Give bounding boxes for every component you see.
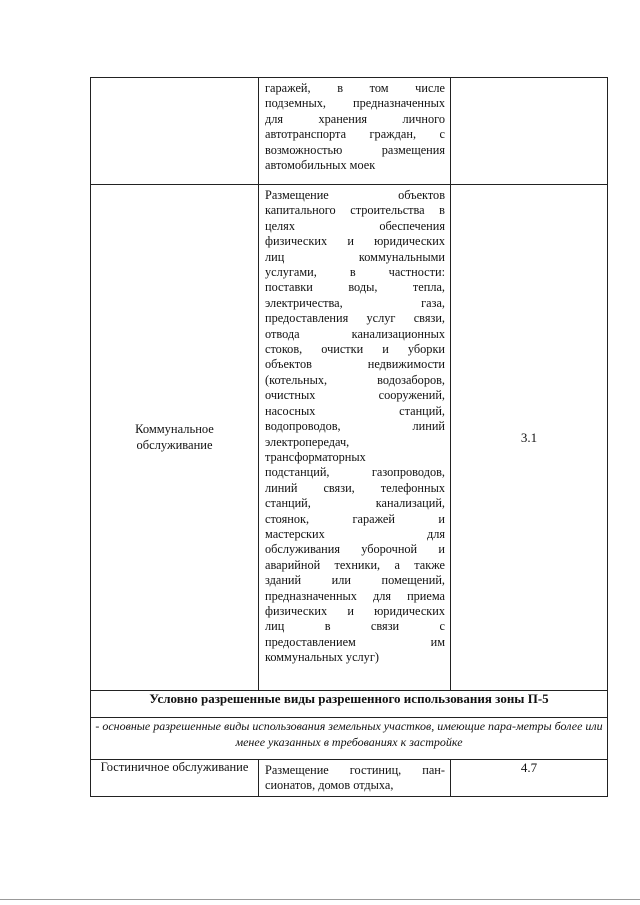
description-line: электричества, газа, [265,295,445,310]
description-line: обслуживания уборочной и [265,542,445,557]
description-line: коммунальных услуг) [265,650,379,665]
description-line: мастерских для [265,526,445,541]
description-line: для хранения личного [265,111,445,126]
section-header-row [91,691,608,718]
table-row-hotel-services [91,760,608,797]
description-line: Размещение гостиниц, пан- [265,763,445,777]
use-description-cell [259,78,451,185]
use-description-text [259,78,450,175]
description-line: лиц в связи с [265,619,445,634]
table-row-communal-services [91,185,608,691]
description-line: целях обеспечения [265,218,445,233]
description-line: отвода канализационных [265,326,445,341]
description-line: объектов недвижимости [265,357,445,372]
description-line: предназначенных для приема [265,588,445,603]
description-line: автотранспорта граждан, с [265,127,445,142]
description-line: физических и юридических [265,603,445,618]
table-row-garages-continuation [91,78,608,185]
land-use-table [90,77,608,797]
description-line: водопроводов, линий [265,419,445,434]
description-line: насосных станций, [265,403,445,418]
use-name-line: Коммунальное [135,422,214,436]
section-note: - основные разрешенные виды использования земельных участков, имеющие пара-метры более или менее указанных в требованиях к застройке [91,718,608,760]
use-name-cell [91,78,259,185]
use-name-cell [91,760,259,797]
use-code: 3.1 [520,429,538,445]
description-line: подстанций, газопроводов, [265,465,445,480]
use-code-cell [451,78,608,185]
section-note-row [91,718,608,760]
description-line: аварийной техники, а также [265,557,445,572]
section-header: Условно разрешенные виды разрешенного использования зоны П-5 [91,691,608,718]
use-code: 4.7 [520,760,538,775]
description-line: капитального строительства в [265,203,445,218]
description-line: очистных сооружений, [265,388,445,403]
use-description-text [259,760,450,796]
use-name: Гостиничное обслуживание [100,760,249,774]
description-line: подземных, предназначенных [265,96,445,111]
use-code-cell [451,760,608,797]
description-line: Размещение объектов [265,188,445,202]
description-line: гаражей, в том числе [265,81,445,95]
description-line: стоков, очистки и уборки [265,342,445,357]
description-line: зданий или помещений, [265,573,445,588]
use-description-cell [259,185,451,691]
description-line: услугами, в частности: [265,265,445,280]
description-line: поставки воды, тепла, [265,280,445,295]
description-line: предоставлением им [265,634,445,649]
use-description-cell [259,760,451,797]
description-line: (котельных, водозаборов, [265,372,445,387]
description-line: стоянок, гаражей и [265,511,445,526]
page-bottom-rule [0,899,640,900]
description-line: станций, канализаций, [265,496,445,511]
description-line: электропередач, [265,434,350,449]
description-line: линий связи, телефонных [265,480,445,495]
description-line: возможностью размещения [265,142,445,157]
description-line: лиц коммунальными [265,249,445,264]
description-line: автомобильных моек [265,158,376,173]
description-line: сионатов, домов отдыха, [265,778,394,793]
use-description-text [259,185,450,668]
description-line: трансформаторных [265,449,366,464]
use-code-cell [451,185,608,691]
description-line: предоставления услуг связи, [265,311,445,326]
description-line: физических и юридических [265,234,445,249]
use-name-line: обслуживание [136,437,213,452]
use-name-cell [91,185,259,691]
